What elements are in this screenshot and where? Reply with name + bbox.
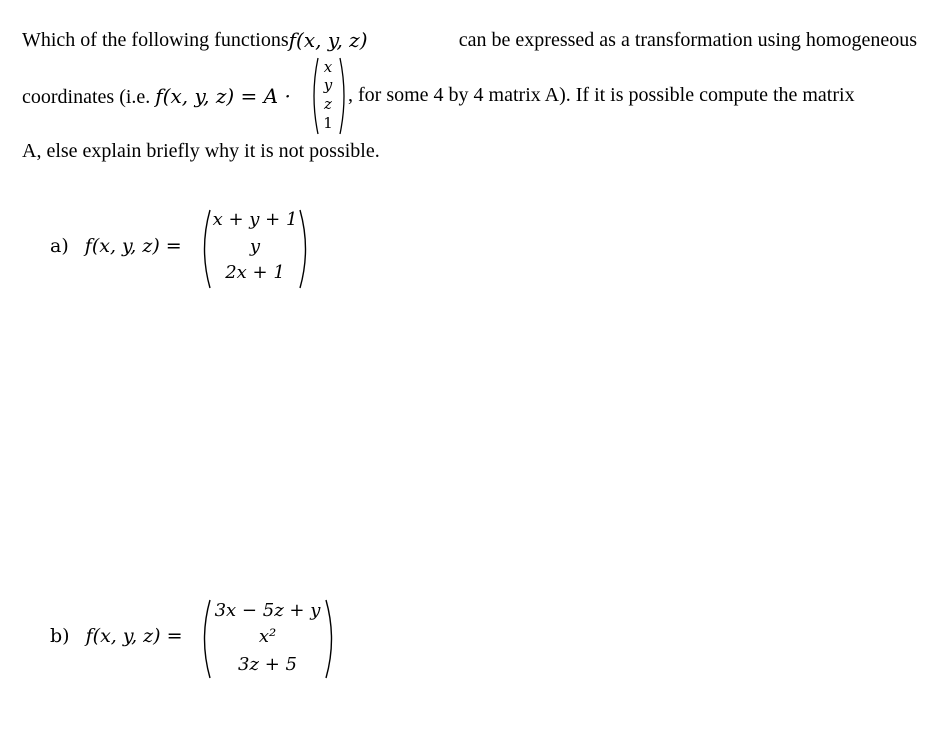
- part-a-right-paren: [298, 208, 314, 290]
- part-a-lhs: [50, 235, 182, 257]
- part-b-label: b): [50, 625, 70, 647]
- intro-line1-text: Which of the following functions: [22, 28, 289, 51]
- intro-line-2: [22, 84, 291, 109]
- intro-line-1: [22, 28, 917, 52]
- part-a-entry-3: 2x + 1: [225, 262, 285, 283]
- part-b-right-paren: [324, 598, 340, 680]
- intro-line1-func: f(x, y, z): [288, 28, 368, 52]
- intro-line2-end: , for some 4 by 4 matrix A). If it is possible compute the matrix: [348, 84, 855, 106]
- part-b-lhs: [50, 625, 183, 647]
- intro-line2-start: coordinates (i.e.: [22, 86, 151, 108]
- part-a-entry-1: x + y + 1: [212, 209, 298, 230]
- vector-entry-4: 1: [323, 114, 333, 132]
- part-b-entry-2: x²: [258, 626, 277, 647]
- part-b-entry-1: 3x − 5z + y: [214, 600, 321, 621]
- part-a-function: f(x, y, z) =: [84, 235, 182, 257]
- part-b-function: f(x, y, z) =: [85, 625, 183, 647]
- part-a-label: a): [50, 235, 69, 257]
- vector-entry-2: y: [323, 76, 333, 94]
- part-a-entry-2: y: [249, 236, 261, 257]
- intro-line-3: A, else explain briefly why it is not possible.: [22, 140, 380, 162]
- vector-entry-1: x: [323, 58, 333, 76]
- intro-line2-func: f(x, y, z) = A ·: [155, 84, 291, 108]
- vector-entry-3: z: [324, 95, 332, 113]
- part-b-entry-3: 3z + 5: [238, 654, 297, 675]
- intro-line1-end: can be expressed as a transformation using homogeneous: [458, 28, 917, 51]
